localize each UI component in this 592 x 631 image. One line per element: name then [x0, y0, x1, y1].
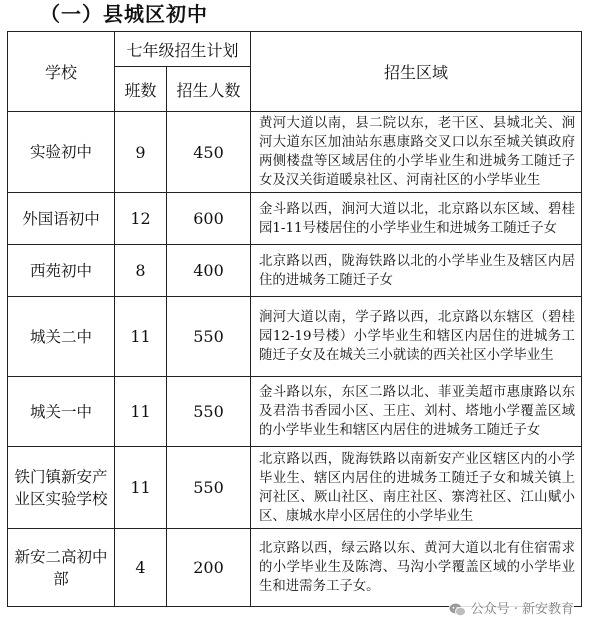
school-name: 实验初中 [8, 112, 115, 193]
enrollment-area: 涧河大道以南，学子路以西，北京路以东辖区（碧桂园12-19号楼）小学毕业生和辖区内居住的进城务工随迁子女及在城关三小就读的西关社区小学毕业生 [251, 297, 582, 377]
watermark [449, 600, 574, 620]
table-row [8, 377, 582, 447]
watermark-text: 公众号 · 新安教育 [470, 602, 574, 617]
class-count: 4 [115, 529, 167, 607]
table-row [8, 245, 582, 297]
section-title: （一）县城区初中 [40, 2, 208, 26]
student-count: 550 [167, 377, 251, 447]
header-students: 招生人数 [167, 67, 251, 112]
table-row [8, 297, 582, 377]
class-count: 12 [115, 193, 167, 245]
header-school: 学校 [8, 32, 115, 112]
school-name: 城关二中 [8, 297, 115, 377]
class-count: 8 [115, 245, 167, 297]
header-area: 招生区域 [251, 32, 582, 112]
class-count: 11 [115, 377, 167, 447]
header-plan: 七年级招生计划 [115, 32, 251, 67]
table-row [8, 447, 582, 529]
enrollment-area: 金斗路以西，涧河大道以北，北京路以东区域、碧桂园1-11号楼居住的小学毕业生和进城务工随迁子女 [251, 193, 582, 245]
table-row [8, 112, 582, 193]
student-count: 400 [167, 245, 251, 297]
enrollment-area: 北京路以西，陇海铁路以北的小学毕业生及辖区内居住的进城务工随迁子女 [251, 245, 582, 297]
school-name: 西苑初中 [8, 245, 115, 297]
class-count: 11 [115, 297, 167, 377]
student-count: 550 [167, 447, 251, 529]
enrollment-area: 北京路以西，绿云路以东、黄河大道以北有住宿需求的小学毕业生及陈湾、马沟小学覆盖区域的小学毕业生和进需务工子女。 [251, 529, 582, 607]
enrollment-area: 黄河大道以南，县二院以东，老干区、县城北关、涧河大道东区加油站东惠康路交叉口以东至城关镇政府两侧楼盘等区域居住的小学毕业生和进城务工随迁子女及汉关街道暖泉社区、河南社区的小学毕业生 [251, 112, 582, 193]
student-count: 550 [167, 297, 251, 377]
school-name: 城关一中 [8, 377, 115, 447]
student-count: 450 [167, 112, 251, 193]
enrollment-area: 金斗路以东，东区二路以北、菲亚美超市惠康路以东及君浩书香园小区、王庄、刘村、塔地小学覆盖区域的小学毕业生和辖区内居住的进城务工随迁子女 [251, 377, 582, 447]
class-count: 11 [115, 447, 167, 529]
table-row [8, 193, 582, 245]
wechat-icon [449, 603, 466, 617]
class-count: 9 [115, 112, 167, 193]
table-row [8, 529, 582, 607]
school-name: 外国语初中 [8, 193, 115, 245]
header-classes: 班数 [115, 67, 167, 112]
school-name: 新安二高初中部 [8, 529, 115, 607]
enrollment-area: 北京路以西，陇海铁路以南新安产业区辖区内的小学毕业生、辖区内居住的进城务工随迁子女和城关镇上河社区、厥山社区、南庄社区、寨湾社区、江山赋小区、康城水岸小区居住的小学毕业生 [251, 447, 582, 529]
student-count: 600 [167, 193, 251, 245]
school-name: 铁门镇新安产业区实验学校 [8, 447, 115, 529]
enrollment-table [7, 31, 582, 607]
student-count: 200 [167, 529, 251, 607]
